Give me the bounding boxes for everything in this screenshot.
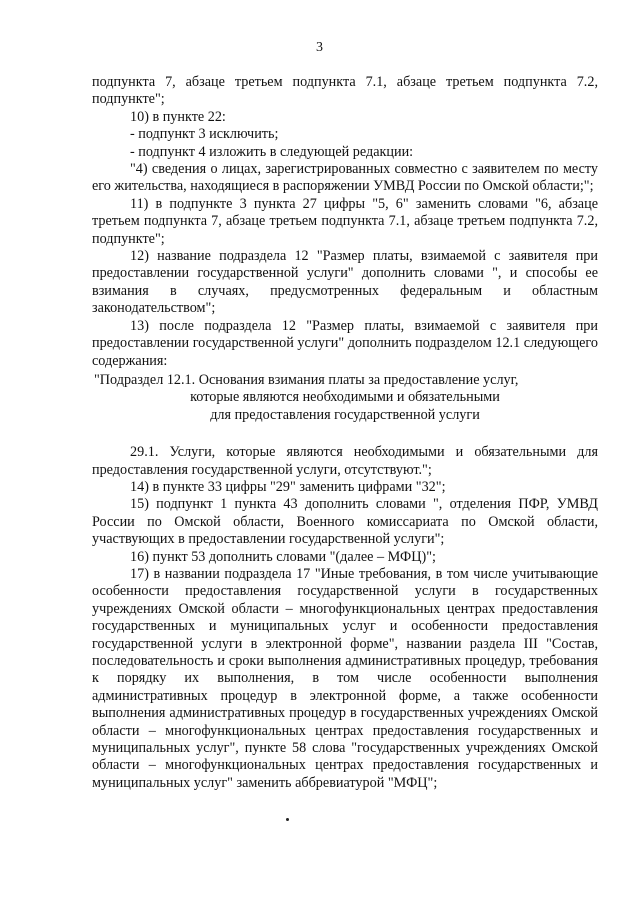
document-body bbox=[92, 74, 598, 792]
subsection-heading-line-2: которые являются необходимыми и обязательными bbox=[190, 389, 500, 406]
paragraph-item-16: 16) пункт 53 дополнить словами "(далее – МФЦ)"; bbox=[130, 548, 436, 565]
paragraph-subitem-3: - подпункт 3 исключить; bbox=[130, 126, 279, 143]
paragraph-subitem-4: - подпункт 4 изложить в следующей редакции: bbox=[130, 143, 414, 160]
paragraph-item-12: 12) название подраздела 12 "Размер платы, взимаемой с заявителя при предоставлении государственной услуги" дополнить словами ", и способы ее взимания в случаях, предусмотренных федеральным и областным законодательством"; bbox=[92, 248, 598, 317]
page-number: 3 bbox=[316, 40, 323, 55]
paragraph-29-1: 29.1. Услуги, которые являются необходимыми и обязательными для предоставления государственной услуги, отсутствуют."; bbox=[92, 444, 598, 478]
subsection-heading-line-1: "Подраздел 12.1. Основания взимания платы за предоставление услуг, bbox=[94, 371, 519, 388]
paragraph-item-11: 11) в подпункте 3 пункта 27 цифры "5, 6" заменить словами "6, абзаце третьем подпункта 7, абзаце третьем подпункта 7.1, абзаце третьем подпункта 7.2, подпункте"; bbox=[92, 195, 598, 247]
scan-speck bbox=[286, 818, 289, 821]
paragraph-item-10: 10) в пункте 22: bbox=[130, 108, 226, 125]
paragraph-item-15: 15) подпункт 1 пункта 43 дополнить словами ", отделения ПФР, УМВД России по Омской области, Военного комиссариата по Омской области, участвующих в предоставлении государственной услуги"; bbox=[92, 496, 598, 548]
subsection-heading bbox=[92, 372, 598, 424]
paragraph-continuation: подпункта 7, абзаце третьем подпункта 7.1, абзаце третьем подпункта 7.2, подпункте"; bbox=[92, 74, 598, 108]
paragraph-item-13: 13) после подраздела 12 "Размер платы, взимаемой с заявителя при предоставлении государственной услуги" дополнить подразделом 12.1 следующего содержания: bbox=[92, 317, 598, 369]
paragraph-item-17: 17) в названии подраздела 17 "Иные требования, в том числе учитывающие особенности предоставления государственной услуги в государственных учреждениях Омской области – многофункциональных центрах предоставления государственных и муниципальных услуг и особенности предоставления государственной услуги в электронной форме", названии раздела III "Состав, последовательность и сроки выполнения административных процедур, требования к порядку их выполнения, в том числе особенности выполнения административных процедур в электронной форме, а также особенности выполнения административных процедур в государственных учреждениях Омской области – многофункциональных центрах предоставления государственных и муниципальных услуг", пункте 58 слова "государственных учреждениях Омской области – многофункциональных центрах предоставления государственных и муниципальных услуг" заменить аббревиатурой "МФЦ"; bbox=[92, 565, 598, 791]
paragraph-quote-4: "4) сведения о лицах, зарегистрированных совместно с заявителем по месту его жительства, находящиеся в распоряжении УМВД России по Омской области;"; bbox=[92, 161, 598, 195]
subsection-heading-line-3: для предоставления государственной услуги bbox=[210, 406, 480, 423]
paragraph-item-14: 14) в пункте 33 цифры "29" заменить цифрами "32"; bbox=[130, 478, 446, 495]
